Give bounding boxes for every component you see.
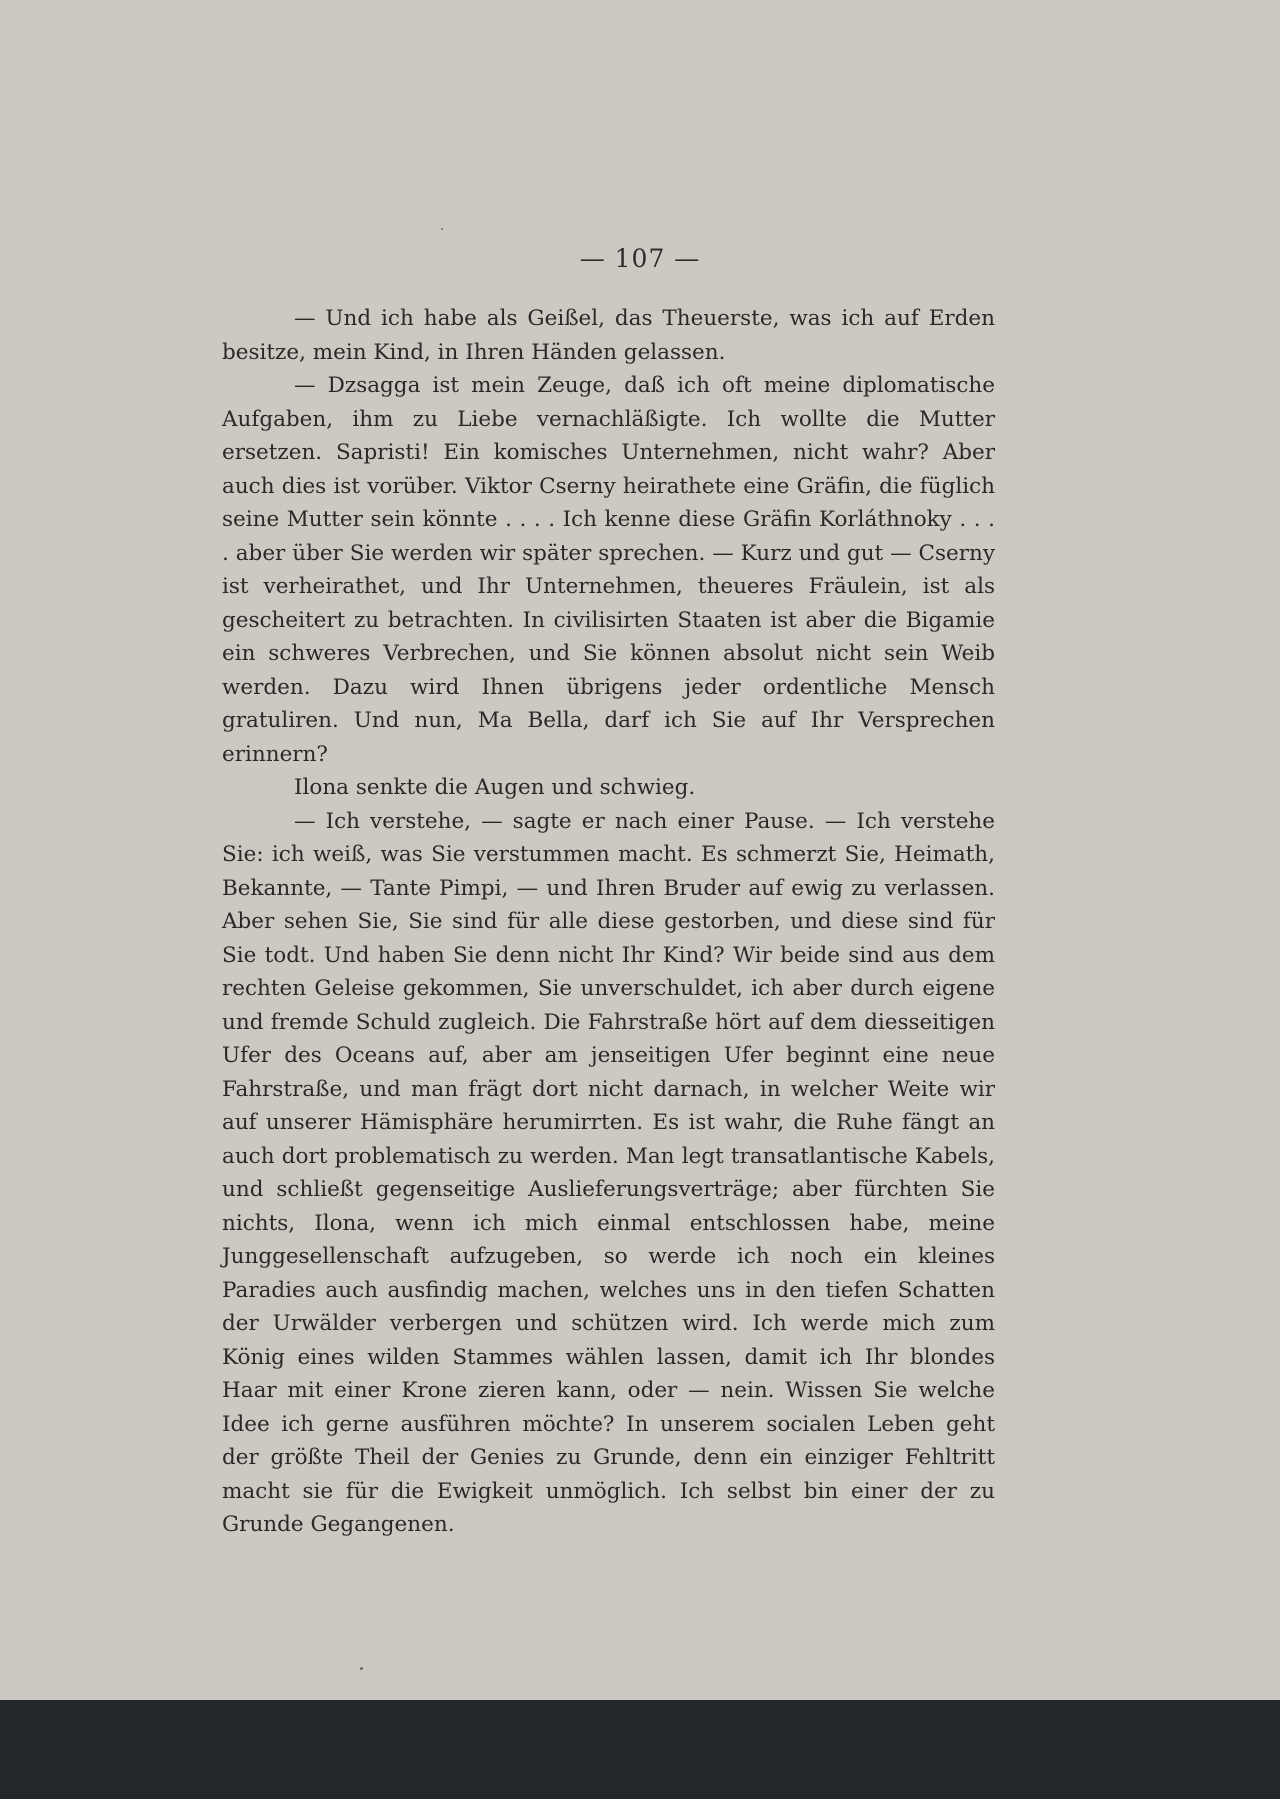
paragraph: Ilona senkte die Augen und schwieg. <box>294 775 696 800</box>
paper-speck <box>360 1667 363 1670</box>
scan-background <box>0 1700 1280 1799</box>
paragraph: — Und ich habe als Geißel, das Theuerste, was ich auf Erden besitze, mein Kind, in Ihren Händen gelassen. <box>222 306 995 365</box>
paragraph: — Ich verstehe, — sagte er nach einer Pause. — Ich verstehe Sie: ich weiß, was Sie verstummen macht. Es schmerzt Sie, Heimath, Bekannte, — Tante Pimpi, — und Ihren Bruder auf ewig zu verlassen. Aber sehen Sie, Sie sind für alle diese gestorben, und diese sind für Sie todt. Und haben Sie denn nicht Ihr Kind? Wir beide sind aus dem rechten Geleise gekommen, Sie unverschuldet, ich aber durch eigene und fremde Schuld zugleich. Die Fahrstraße hört auf dem diesseitigen Ufer des Oceans auf, aber am jenseitigen Ufer beginnt eine neue Fahrstraße, und man frägt dort nicht darnach, in welcher Weite wir auf unserer Hämisphäre herumirrten. Es ist wahr, die Ruhe fängt an auch dort problematisch zu werden. Man legt transatlantische Kabels, und schließt gegenseitige Auslieferungsverträge; aber fürchten Sie nichts, Ilona, wenn ich mich einmal entschlossen habe, meine Junggesellenschaft aufzugeben, so werde ich noch ein kleines Paradies auch ausfindig machen, welches uns in den tiefen Schatten der Urwälder verbergen und schützen wird. Ich werde mich zum König eines wilden Stammes wählen lassen, damit ich Ihr blondes Haar mit einer Krone zieren kann, oder — nein. Wissen Sie welche Idee ich gerne ausführen möchte? In unserem socialen Leben geht der größte Theil der Genies zu Grunde, denn ein einziger Fehltritt macht sie für die Ewigkeit unmöglich. Ich selbst bin einer der zu Grunde Gegangenen. <box>222 808 995 1537</box>
paragraph: — Dzsagga ist mein Zeuge, daß ich oft meine diplomatische Aufgaben, ihm zu Liebe vernachläßigte. Ich wollte die Mutter ersetzen. Sapristi! Ein komisches Unternehmen, nicht wahr? Aber auch dies ist vorüber. Viktor Cserny heirathete eine Gräfin, die füglich seine Mutter sein könnte . . . . Ich kenne diese Gräfin Korláthnoky . . . . aber über Sie werden wir später sprechen. — Kurz und gut — Cserny ist verheirathet, und Ihr Unternehmen, theueres Fräulein, ist als gescheitert zu betrachten. In civilisirten Staaten ist aber die Bigamie ein schweres Verbrechen, und Sie können absolut nicht sein Weib werden. Dazu wird Ihnen übrigens jeder ordentliche Mensch gratuliren. Und nun, Ma Bella, darf ich Sie auf Ihr Versprechen erinnern? <box>222 373 995 767</box>
paper-speck <box>441 228 443 230</box>
body-text <box>222 302 995 1542</box>
page-number: — 107 — <box>579 244 701 273</box>
